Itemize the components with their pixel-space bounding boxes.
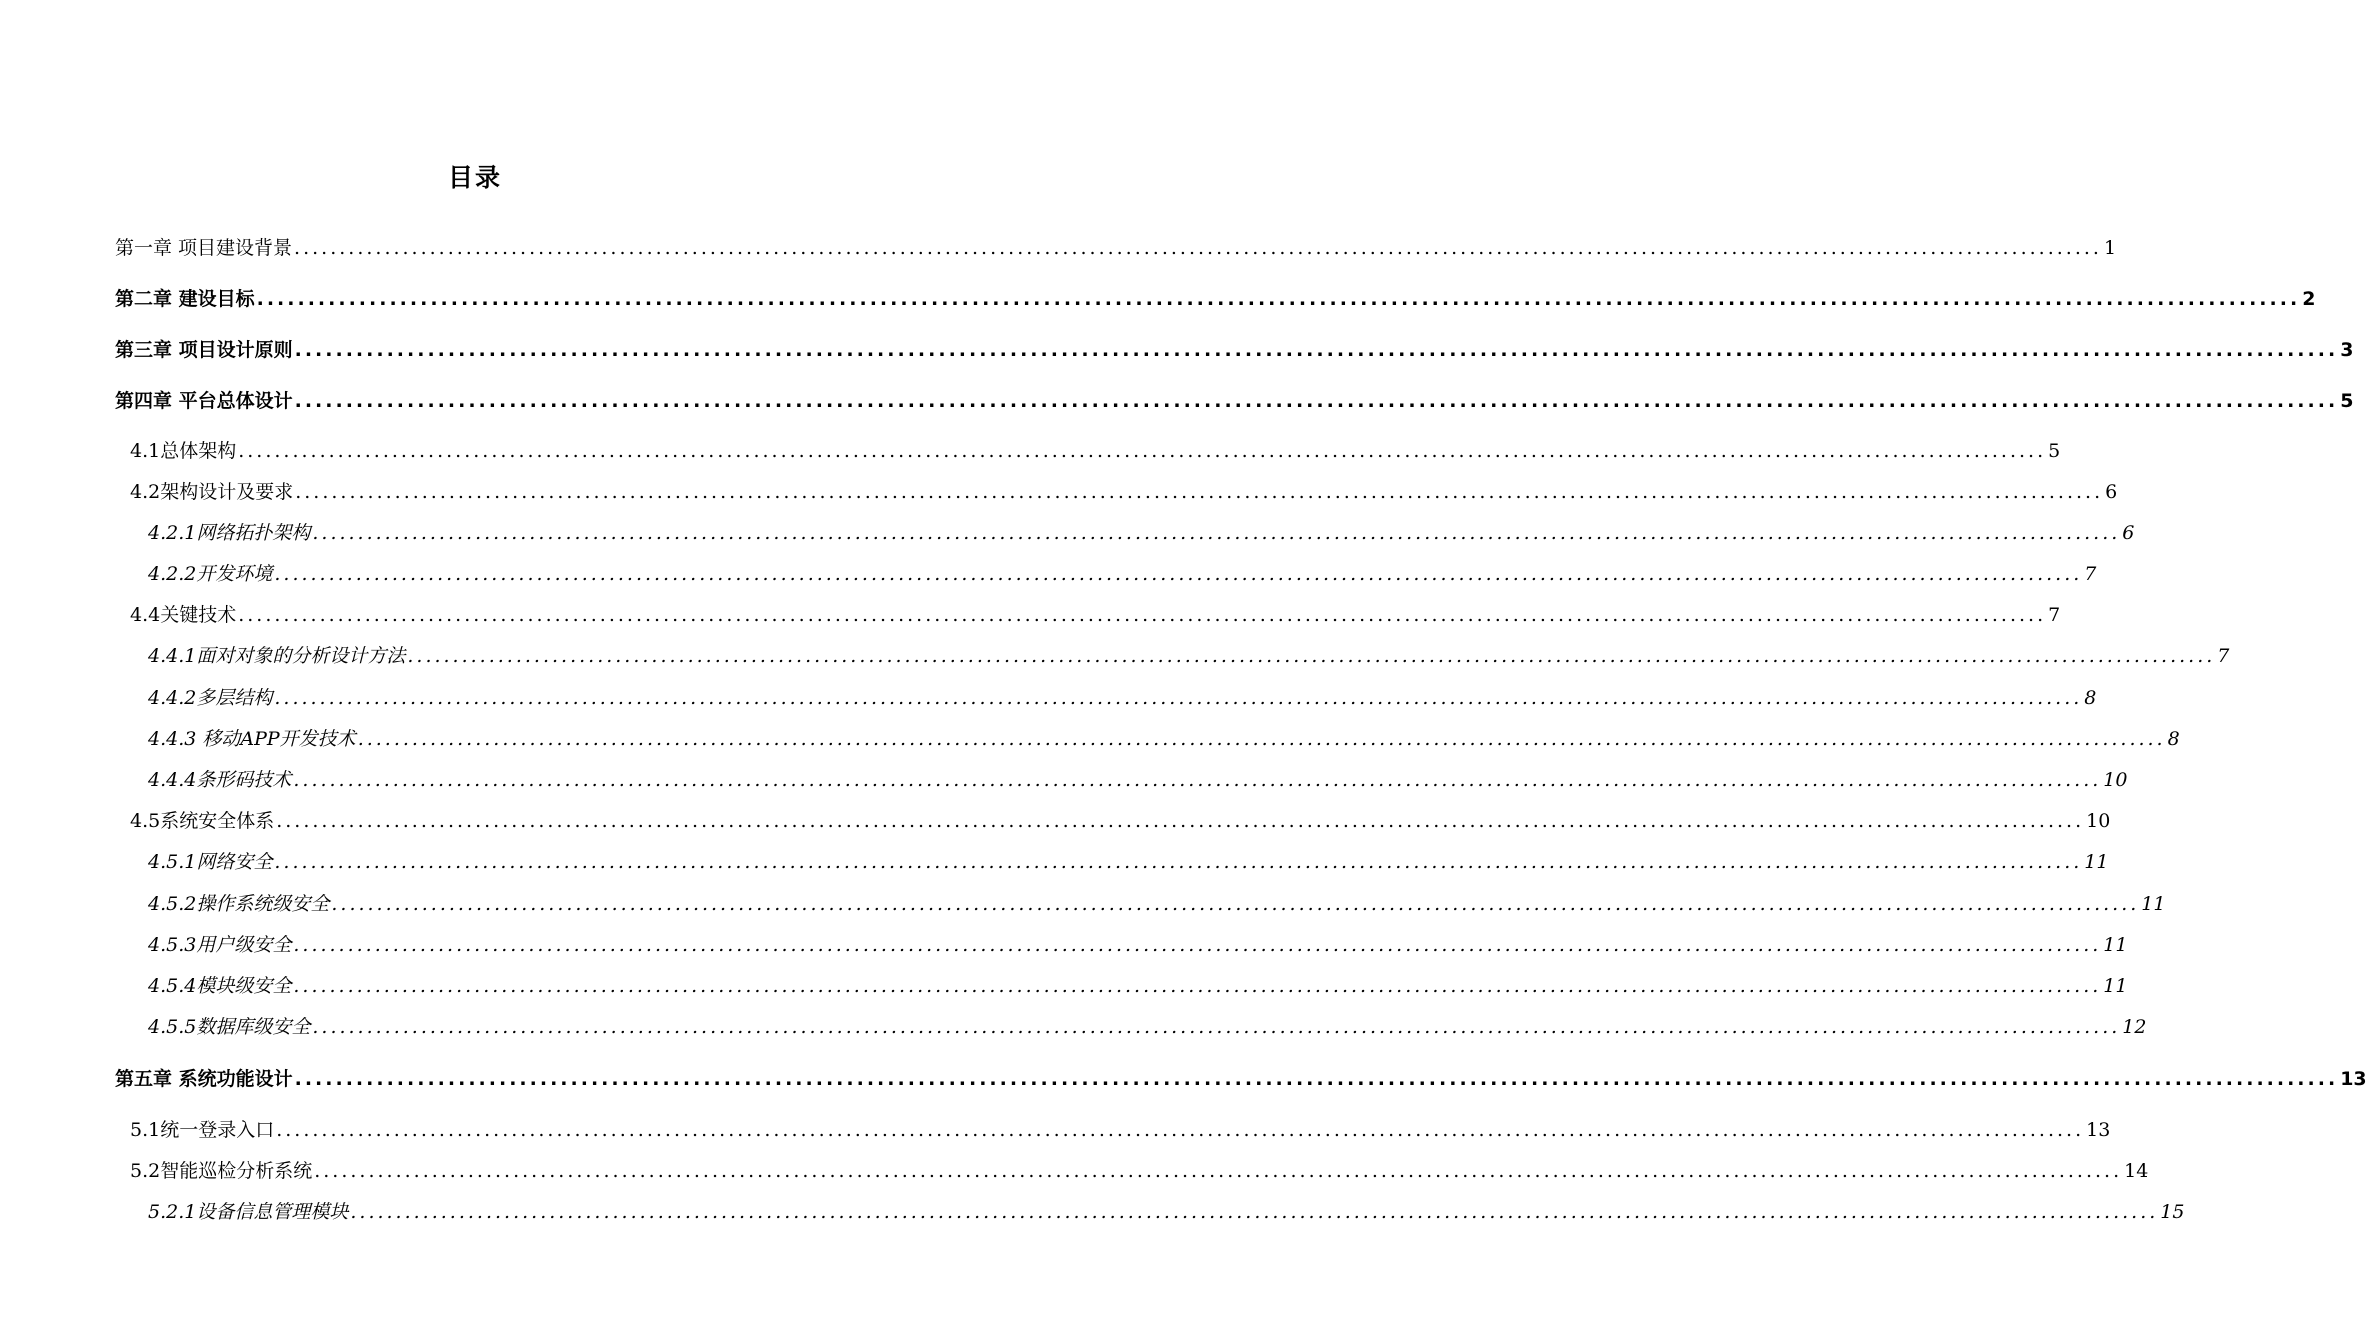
toc-page-number: 15 xyxy=(2160,1201,2185,1223)
toc-page-number: 11 xyxy=(2103,975,2128,997)
dot-leader: ........................................................................................................................................................................................................ xyxy=(276,810,2085,832)
toc-entry-label: 4.5.2操作系统级安全 xyxy=(148,893,330,915)
dot-leader: ........................................................................................................................................................................................................ xyxy=(312,1016,2121,1038)
toc-entry-chapter-4[interactable] xyxy=(115,386,2354,416)
toc-entry-chapter-2[interactable] xyxy=(115,284,2316,314)
toc-entry-label: 5.2智能巡检分析系统 xyxy=(130,1160,313,1182)
toc-page-number: 11 xyxy=(2084,851,2109,873)
dot-leader: ........................................................................................................................................................................................................ xyxy=(274,687,2083,709)
toc-entry-label: 4.5.4模块级安全 xyxy=(148,975,292,997)
dot-leader: ........................................................................................................................................................................................................ xyxy=(294,237,2102,259)
toc-entry-label: 4.4.3 移动APP开发技术 xyxy=(148,728,356,750)
dot-leader: ........................................................................................................................................................................................................ xyxy=(407,645,2216,667)
toc-entry-label: 第二章 建设目标 xyxy=(115,288,255,310)
dot-leader: ........................................................................................................................................................................................................ xyxy=(238,604,2047,626)
toc-page-number: 7 xyxy=(2217,645,2230,667)
toc-page-number: 10 xyxy=(2086,810,2111,832)
toc-page-number: 13 xyxy=(2086,1119,2111,1141)
toc-entry-label: 5.2.1设备信息管理模块 xyxy=(148,1201,349,1223)
toc-entry-label: 4.2.1网络拓扑架构 xyxy=(148,522,311,544)
toc-page-number: 3 xyxy=(2340,339,2354,361)
toc-entry-label: 4.5.1网络安全 xyxy=(148,851,273,873)
toc-page-number: 7 xyxy=(2048,604,2061,626)
dot-leader: ........................................................................................................................................................................................................ xyxy=(293,975,2102,997)
toc-entry-label: 第五章 系统功能设计 xyxy=(115,1068,293,1090)
toc-page-number: 2 xyxy=(2302,288,2316,310)
toc-entry-4-2[interactable] xyxy=(130,477,2118,507)
toc-entry-4-2-2[interactable] xyxy=(148,559,2097,589)
toc-entry-label: 4.1总体架构 xyxy=(130,440,237,462)
toc-entry-5-1[interactable] xyxy=(130,1115,2111,1145)
toc-entry-label: 4.4.1面对对象的分析设计方法 xyxy=(148,645,406,667)
toc-entry-label: 4.4关键技术 xyxy=(130,604,237,626)
toc-entry-chapter-1[interactable] xyxy=(115,233,2117,263)
dot-leader: ........................................................................................................................................................................................................ xyxy=(350,1201,2159,1223)
toc-page-number: 1 xyxy=(2103,237,2117,259)
toc-page-number: 14 xyxy=(2124,1160,2149,1182)
dot-leader: ........................................................................................................................................................................................................ xyxy=(357,728,2166,750)
toc-page-number: 10 xyxy=(2103,769,2128,791)
toc-entry-label: 4.4.4条形码技术 xyxy=(148,769,292,791)
toc-page-number: 13 xyxy=(2340,1068,2367,1090)
toc-page-number: 6 xyxy=(2105,481,2118,503)
toc-entry-label: 4.5.3用户级安全 xyxy=(148,934,292,956)
dot-leader: ........................................................................................................................................................................................................ xyxy=(294,1068,2339,1090)
toc-entry-chapter-3[interactable] xyxy=(115,335,2354,365)
toc-entry-4-5-5[interactable] xyxy=(148,1012,2147,1042)
toc-page-number: 6 xyxy=(2122,522,2135,544)
toc-entry-4-4-1[interactable] xyxy=(148,641,2230,671)
toc-entry-5-2-1[interactable] xyxy=(148,1197,2185,1227)
toc-entry-4-4-3[interactable] xyxy=(148,724,2180,754)
dot-leader: ........................................................................................................................................................................................................ xyxy=(293,769,2102,791)
dot-leader: ........................................................................................................................................................................................................ xyxy=(274,851,2083,873)
toc-page-number: 8 xyxy=(2167,728,2180,750)
toc-entry-5-2[interactable] xyxy=(130,1156,2149,1186)
toc-page-number: 8 xyxy=(2084,687,2097,709)
toc-entry-4-5-4[interactable] xyxy=(148,971,2128,1001)
toc-entry-4-4-2[interactable] xyxy=(148,683,2097,713)
toc-entry-4-5-1[interactable] xyxy=(148,847,2109,877)
toc-entry-label: 4.4.2多层结构 xyxy=(148,687,273,709)
toc-entry-4-1[interactable] xyxy=(130,436,2061,466)
dot-leader: ........................................................................................................................................................................................................ xyxy=(276,1119,2085,1141)
toc-entry-4-4-4[interactable] xyxy=(148,765,2128,795)
dot-leader: ........................................................................................................................................................................................................ xyxy=(256,288,2301,310)
dot-leader: ........................................................................................................................................................................................................ xyxy=(293,934,2102,956)
toc-entry-4-5[interactable] xyxy=(130,806,2111,836)
toc-page-number: 11 xyxy=(2103,934,2128,956)
toc-entry-4-5-3[interactable] xyxy=(148,930,2128,960)
toc-entry-label: 第四章 平台总体设计 xyxy=(115,390,293,412)
dot-leader: ........................................................................................................................................................................................................ xyxy=(294,339,2339,361)
dot-leader: ........................................................................................................................................................................................................ xyxy=(314,1160,2123,1182)
dot-leader: ........................................................................................................................................................................................................ xyxy=(238,440,2047,462)
dot-leader: ........................................................................................................................................................................................................ xyxy=(274,563,2083,585)
toc-entry-label: 4.5系统安全体系 xyxy=(130,810,275,832)
page-title: 目录 xyxy=(447,163,502,192)
toc-entry-label: 第三章 项目设计原则 xyxy=(115,339,293,361)
toc-entry-label: 第一章 项目建设背景 xyxy=(115,237,293,259)
dot-leader: ........................................................................................................................................................................................................ xyxy=(331,893,2140,915)
toc-entry-label: 4.5.5数据库级安全 xyxy=(148,1016,311,1038)
dot-leader: ........................................................................................................................................................................................................ xyxy=(312,522,2121,544)
toc-entry-label: 5.1统一登录入口 xyxy=(130,1119,275,1141)
toc-entry-4-2-1[interactable] xyxy=(148,518,2135,548)
toc-entry-label: 4.2.2开发环境 xyxy=(148,563,273,585)
toc-page-number: 5 xyxy=(2340,390,2354,412)
toc-entry-4-5-2[interactable] xyxy=(148,889,2166,919)
toc-entry-label: 4.2架构设计及要求 xyxy=(130,481,294,503)
toc-page-number: 12 xyxy=(2122,1016,2147,1038)
toc-page-number: 7 xyxy=(2084,563,2097,585)
toc-page-number: 5 xyxy=(2048,440,2061,462)
toc-page-number: 11 xyxy=(2141,893,2166,915)
toc-entry-4-4[interactable] xyxy=(130,600,2061,630)
toc-entry-chapter-5[interactable] xyxy=(115,1064,2367,1094)
dot-leader: ........................................................................................................................................................................................................ xyxy=(295,481,2104,503)
dot-leader: ........................................................................................................................................................................................................ xyxy=(294,390,2339,412)
